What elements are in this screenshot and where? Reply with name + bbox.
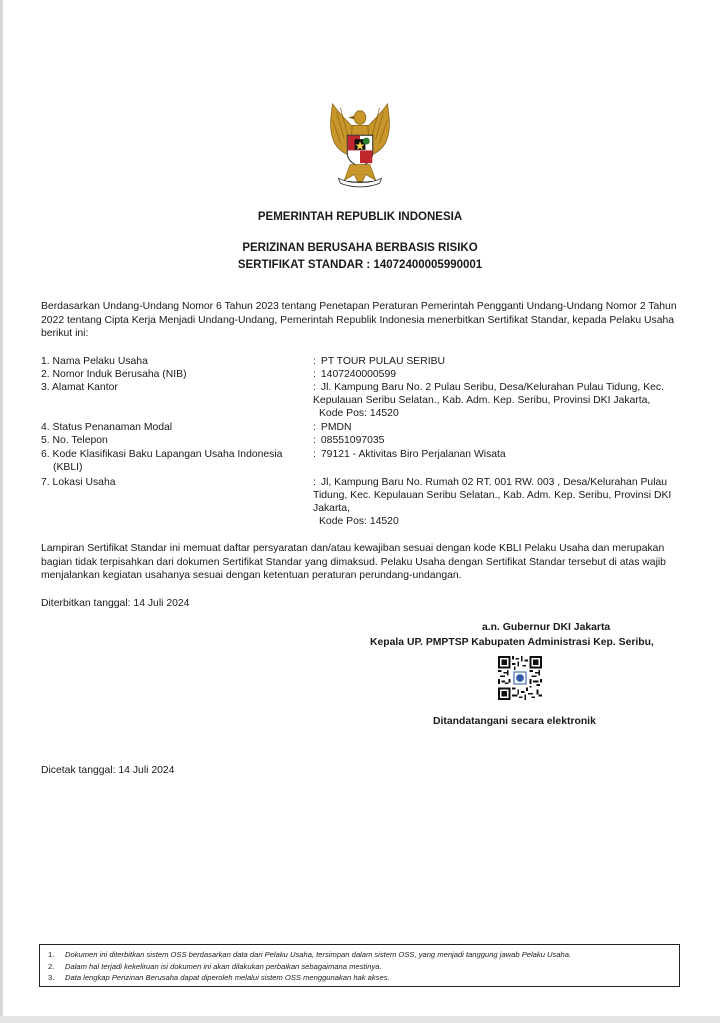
field-label: 7. Lokasi Usaha (41, 477, 116, 488)
field-value-text: PT TOUR PULAU SERIBU (320, 356, 446, 367)
field-label: 3. Alamat Kantor (41, 382, 118, 393)
footnote-number: 1. (48, 950, 55, 959)
electronic-signature-label: Ditandatangani secara elektronik (433, 716, 596, 727)
field-value (313, 355, 691, 368)
field-label (41, 448, 311, 474)
signature-official: Kepala UP. PMPTSP Kabupaten Administrasi Kep. Seribu, (370, 637, 654, 648)
field-label: 2. Nomor Induk Berusaha (NIB) (41, 369, 187, 380)
printed-date: Dicetak tanggal: 14 Juli 2024 (41, 765, 175, 776)
footnote-number: 3. (48, 973, 55, 982)
qr-code-icon[interactable] (498, 656, 542, 700)
field-postal-code: Kode Pos: 14520 (319, 516, 399, 527)
field-label-line2: (KBLI) (53, 462, 83, 473)
field-value-text: 1407240000599 (320, 369, 397, 380)
field-colon: : (313, 477, 316, 488)
footnote-item (48, 949, 671, 961)
document-title: PERIZINAN BERUSAHA BERBASIS RISIKO (242, 242, 478, 254)
footnote-text: Data lengkap Perizinan Berusaha dapat diperoleh melalui sistem OSS menggunakan hak akses. (65, 973, 390, 982)
page-edge-left (0, 0, 3, 1023)
signature-on-behalf-text: a.n. Gubernur DKI Jakarta (482, 622, 611, 633)
field-label: 5. No. Telepon (41, 435, 108, 446)
field-value (313, 421, 691, 434)
intro-paragraph: Berdasarkan Undang-Undang Nomor 6 Tahun 2023 tentang Penetapan Peraturan Pemerintah Pengganti Undang-Undang Nomor 2 Tahun 2022 tentang Cipta Kerja Menjadi Undang-Undang, Pemerintah Republik Indonesia menerbitkan Sertifikat Standar, kepada Pelaku Usaha berikut ini: (41, 301, 677, 339)
garuda-emblem-icon (311, 96, 409, 194)
footnote-number: 2. (48, 961, 55, 971)
footnote-item (48, 972, 671, 984)
attachment-paragraph: Lampiran Sertifikat Standar ini memuat daftar persyaratan dan/atau kewajiban sesuai dengan kode KBLI Pelaku Usaha dan merupakan bagian tidak terpisahkan dari dokumen Sertifikat Standar yang dimaksud. Pelaku Usaha dengan Sertifikat Standar tersebut di atas wajib menjalankan kegiatan usahanya sesuai dengan ketentuan peraturan perundang-undangan. (41, 543, 666, 581)
footnote-list (48, 949, 671, 984)
field-colon: : (313, 356, 316, 367)
field-label: 1. Nama Pelaku Usaha (41, 356, 148, 367)
field-value (313, 368, 691, 381)
field-value (313, 476, 691, 528)
field-value (313, 381, 691, 420)
field-colon: : (313, 449, 316, 460)
footnote-box (39, 944, 680, 987)
footnote-text: Dalam hal terjadi kekeliruan isi dokumen ini akan dilakukan perbaikan sebagaimana mestinya. (65, 961, 382, 971)
field-colon: : (313, 369, 316, 380)
field-colon: : (313, 435, 316, 446)
field-colon: : (313, 422, 316, 433)
field-value-text: PMDN (320, 422, 352, 433)
government-heading: PEMERINTAH REPUBLIK INDONESIA (257, 211, 463, 223)
field-label: 4. Status Penanaman Modal (41, 422, 173, 433)
field-value-text: Jl, Kampung Baru No. Rumah 02 RT. 001 RW. 003 , Desa/Kelurahan Pulau Tidung, Kec. Kepulauan Seribu Selatan., Kab. Adm. Kep. Seribu, Provinsi DKI Jakarta, (313, 477, 672, 514)
field-value-text: 79121 - Aktivitas Biro Perjalanan Wisata (320, 449, 506, 460)
certificate-number: SERTIFIKAT STANDAR : 14072400005990001 (237, 259, 483, 271)
field-value (313, 434, 691, 447)
field-value-text: Jl. Kampung Baru No. 2 Pulau Seribu, Desa/Kelurahan Pulau Tidung, Kec. Kepulauan Seribu Selatan., Kab. Adm. Kep. Seribu, Provinsi DKI Jakarta, (313, 382, 664, 406)
field-value-text: 08551097035 (320, 435, 385, 446)
field-postal-code: Kode Pos: 14520 (319, 408, 399, 419)
field-colon: : (313, 382, 316, 393)
page-edge-bottom (0, 1016, 720, 1023)
field-value (313, 448, 691, 461)
issued-date: Diterbitkan tanggal: 14 Juli 2024 (41, 598, 190, 609)
footnote-item (48, 961, 671, 973)
field-label-line1: 6. Kode Klasifikasi Baku Lapangan Usaha Indonesia (41, 449, 283, 460)
footnote-text: Dokumen ini diterbitkan sistem OSS berdasarkan data dari Pelaku Usaha, tersimpan dalam sistem OSS, yang menjadi tanggung jawab Pelaku Usaha. (65, 950, 572, 959)
